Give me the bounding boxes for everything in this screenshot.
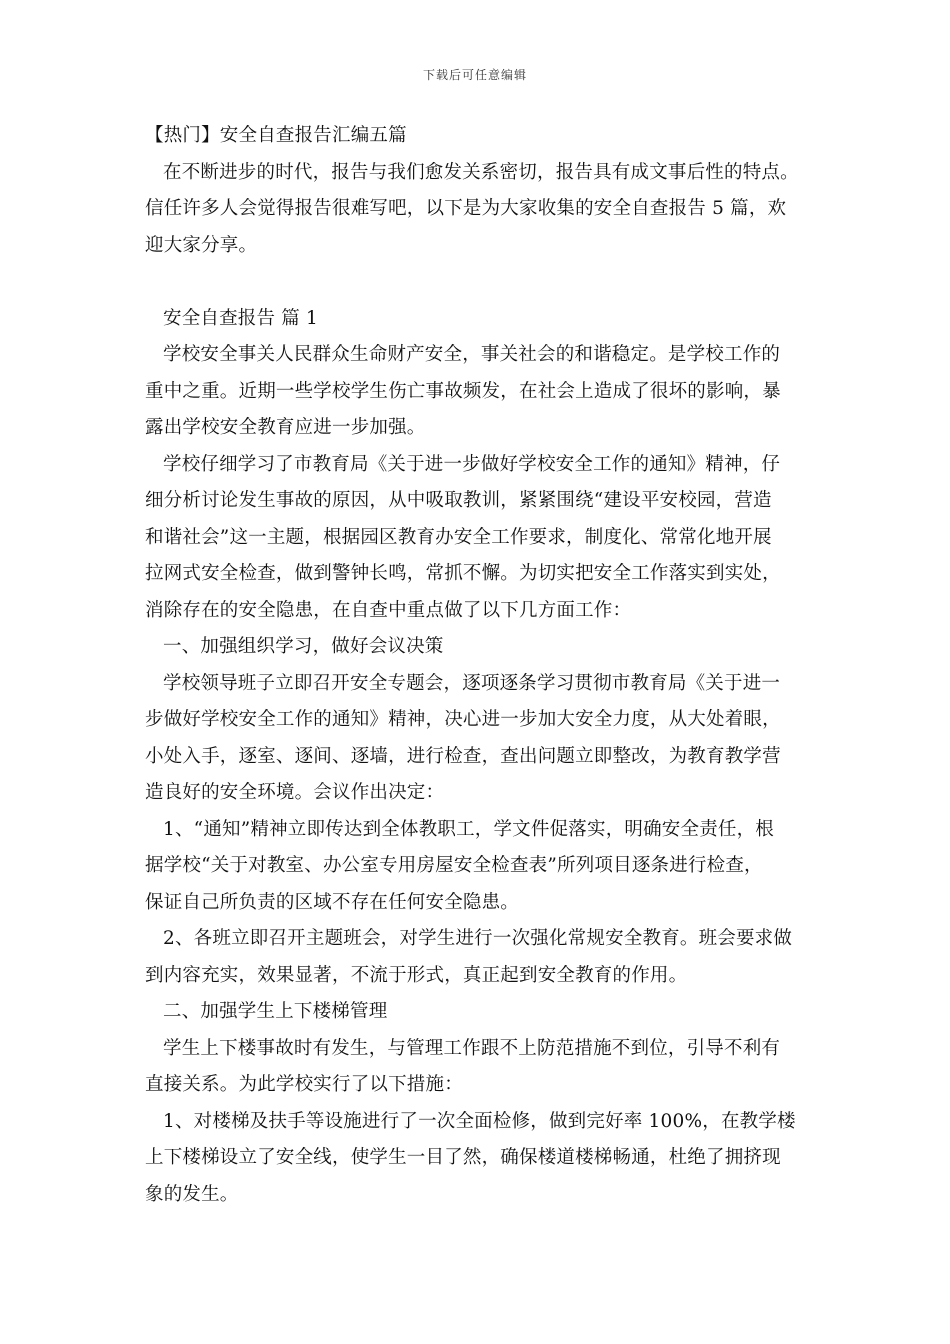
subheading-1: 一、加强组织学习，做好会议决策 (163, 636, 444, 657)
text-line: 步做好学校安全工作的通知》精神，决心进一步加大安全力度，从大处着眼， (145, 709, 781, 730)
section-heading: 安全自查报告 篇 1 (163, 307, 319, 329)
text-line: 拉网式安全检查，做到警钟长鸣，常抓不懈。为切实把安全工作落实到实处， (145, 563, 781, 584)
paragraph-4 (145, 1031, 815, 1104)
document-body (145, 118, 815, 1213)
text-line: 2、各班立即召开主题班会，对学生进行一次强化常规安全教育。班会要求做 (163, 928, 793, 949)
subheading-2: 二、加强学生上下楼梯管理 (163, 1001, 388, 1022)
text-line: 消除存在的安全隐患，在自查中重点做了以下几方面工作： (145, 599, 632, 621)
text-line: 象的发生。 (145, 1183, 239, 1205)
text-line: 学校安全事关人民群众生命财产安全，事关社会的和谐稳定。是学校工作的 (163, 344, 781, 365)
text-line: 造良好的安全环境。会议作出决定： (145, 782, 445, 803)
page-header-note: 下载后可任意编辑 (422, 68, 527, 82)
list-item-3 (145, 1104, 815, 1214)
text-line: 1、对楼梯及扶手等设施进行了一次全面检修，做到完好率 100%，在教学楼 (163, 1110, 796, 1132)
list-item-2 (145, 921, 815, 994)
list-item-1 (145, 812, 815, 922)
paragraph-1 (145, 337, 815, 447)
text-line: 信任许多人会觉得报告很难写吧，以下是为大家收集的安全自查报告 5 篇，欢 (145, 198, 787, 219)
text-line: 1、“通知”精神立即传达到全体教职工，学文件促落实，明确安全责任，根 (163, 818, 774, 840)
text-line: 学校领导班子立即召开安全专题会，逐项逐条学习贯彻市教育局《关于进一 (163, 672, 781, 694)
text-line: 在不断进步的时代，报告与我们愈发关系密切，报告具有成文事后性的特点。 (163, 161, 799, 183)
text-line: 重中之重。近期一些学校学生伤亡事故频发，在社会上造成了很坏的影响，暴 (145, 380, 781, 402)
intro-paragraph (145, 155, 815, 265)
text-line: 小处入手，逐室、逐间、逐墙，进行检查，查出问题立即整改，为教育教学营 (145, 745, 781, 767)
paragraph-2 (145, 447, 815, 630)
text-line: 到内容充实，效果显著，不流于形式，真正起到安全教育的作用。 (145, 964, 688, 986)
text-line: 细分析讨论发生事故的原因，从中吸取教训，紧紧围绕“建设平安校园，营造 (145, 490, 772, 511)
text-line: 迎大家分享。 (145, 234, 258, 256)
document-title: 【热门】安全自查报告汇编五篇 (145, 125, 407, 146)
text-line: 和谐社会”这一主题，根据园区教育办安全工作要求，制度化、常常化地开展 (145, 526, 772, 548)
paragraph-3 (145, 666, 815, 812)
text-line: 据学校“关于对教室、办公室专用房屋安全检查表”所列项目逐条进行检查， (145, 855, 763, 876)
text-line: 学校仔细学习了市教育局《关于进一步做好学校安全工作的通知》精神，仔 (163, 453, 781, 475)
text-line: 保证自己所负责的区域不存在任何安全隐患。 (145, 891, 520, 913)
text-line: 露出学校安全教育应进一步加强。 (145, 417, 426, 438)
text-line: 上下楼梯设立了安全线，使学生一目了然，确保楼道楼梯畅通，杜绝了拥挤现 (145, 1147, 781, 1168)
blank-line (145, 264, 815, 301)
text-line: 学生上下楼事故时有发生，与管理工作跟不上防范措施不到位，引导不利有 (163, 1037, 781, 1059)
text-line: 直接关系。为此学校实行了以下措施： (145, 1074, 463, 1095)
